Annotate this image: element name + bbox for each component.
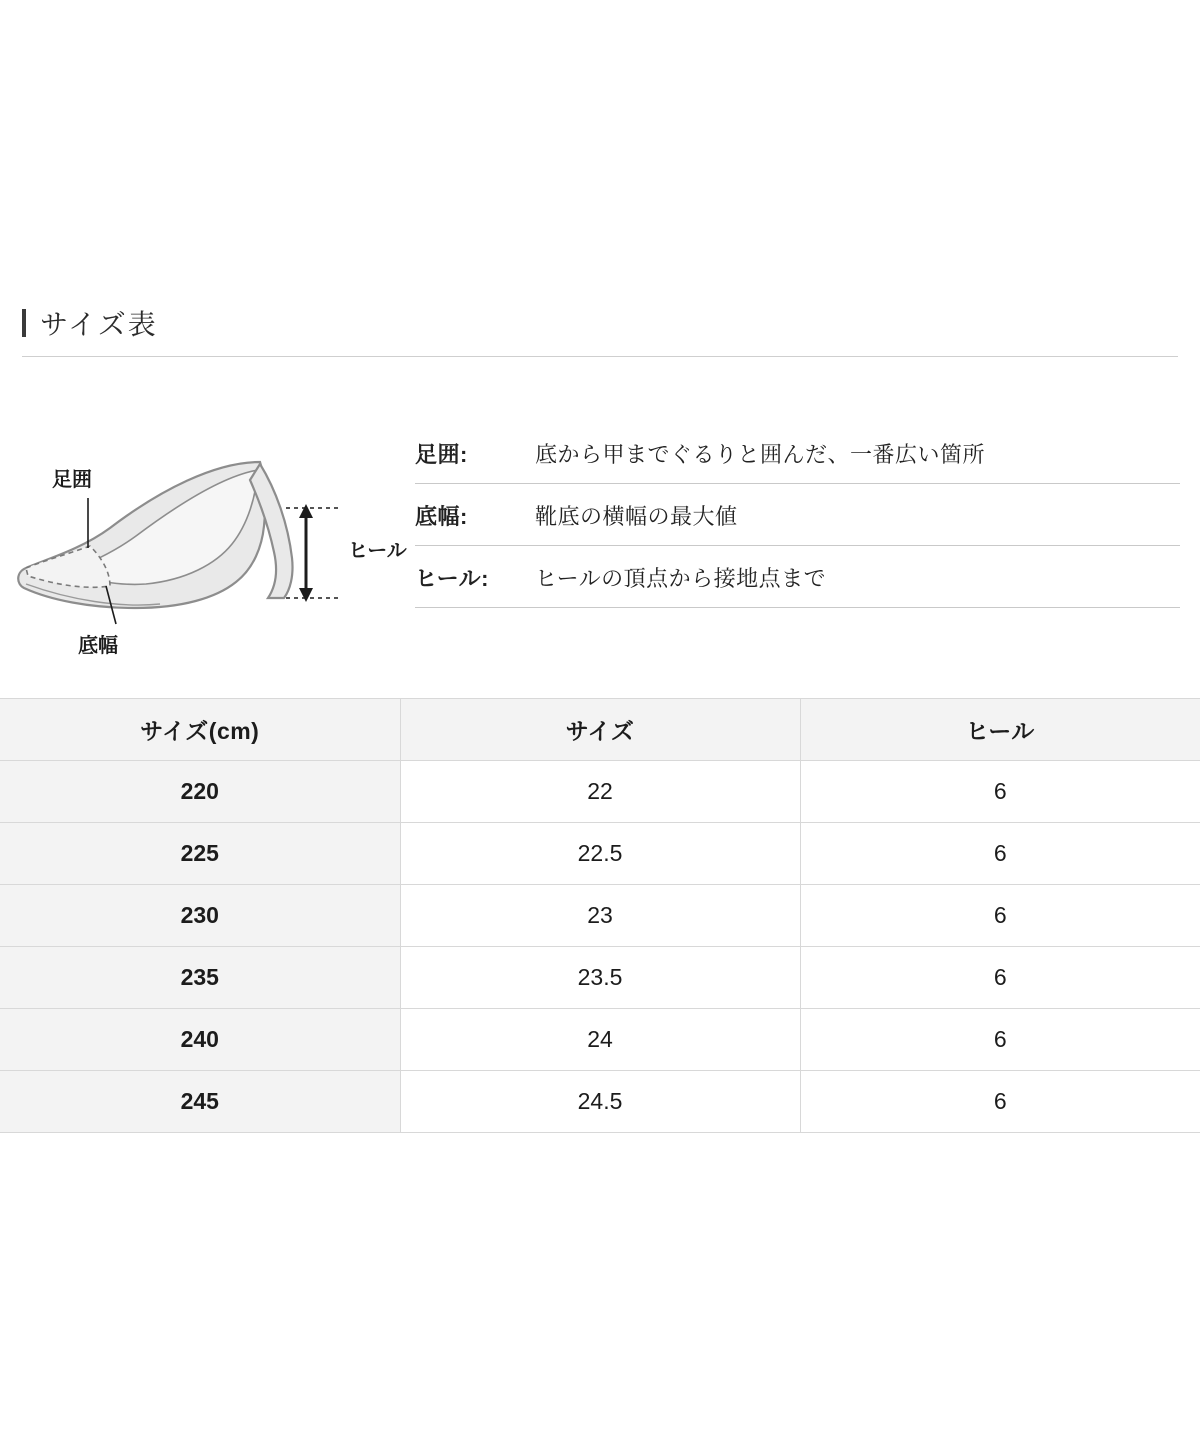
column-header-size-cm: サイズ(cm) bbox=[0, 699, 400, 761]
definition-description: 底から甲までぐるりと囲んだ、一番広い箇所 bbox=[535, 442, 986, 467]
definition-term: ヒール: bbox=[415, 566, 490, 591]
heel-measure-arrow bbox=[286, 504, 342, 602]
cell-size: 22.5 bbox=[400, 823, 800, 885]
definition-term: 足囲: bbox=[415, 442, 468, 467]
cell-heel: 6 bbox=[800, 947, 1200, 1009]
cell-heel: 6 bbox=[800, 1071, 1200, 1133]
cell-size-cm: 240 bbox=[0, 1009, 400, 1071]
section-heading-block bbox=[0, 300, 1200, 357]
sole-width-label: 底幅 bbox=[78, 635, 118, 657]
column-header-size: サイズ bbox=[400, 699, 800, 761]
table-row bbox=[0, 947, 1200, 1009]
shoe-diagram bbox=[10, 420, 410, 670]
definition-item bbox=[415, 546, 1180, 608]
table-row bbox=[0, 823, 1200, 885]
accent-bar-icon bbox=[22, 309, 26, 337]
cell-size: 23 bbox=[400, 885, 800, 947]
instep-label: 足囲 bbox=[52, 469, 92, 491]
cell-size-cm: 245 bbox=[0, 1071, 400, 1133]
definition-item bbox=[415, 484, 1180, 546]
definition-item bbox=[415, 422, 1180, 484]
cell-heel: 6 bbox=[800, 823, 1200, 885]
page-title: サイズ表 bbox=[40, 309, 158, 340]
cell-heel: 6 bbox=[800, 885, 1200, 947]
cell-size: 24.5 bbox=[400, 1071, 800, 1133]
table-row bbox=[0, 885, 1200, 947]
definition-term: 底幅: bbox=[415, 504, 468, 529]
table-row bbox=[0, 1009, 1200, 1071]
table-row bbox=[0, 1071, 1200, 1133]
cell-size: 24 bbox=[400, 1009, 800, 1071]
cell-heel: 6 bbox=[800, 761, 1200, 823]
table-row bbox=[0, 761, 1200, 823]
heading-divider bbox=[22, 356, 1178, 357]
cell-size-cm: 220 bbox=[0, 761, 400, 823]
heel-label: ヒール bbox=[348, 540, 407, 562]
cell-size-cm: 235 bbox=[0, 947, 400, 1009]
cell-size: 22 bbox=[400, 761, 800, 823]
definition-description: 靴底の横幅の最大値 bbox=[535, 504, 738, 529]
cell-size-cm: 225 bbox=[0, 823, 400, 885]
cell-size-cm: 230 bbox=[0, 885, 400, 947]
definition-list bbox=[415, 422, 1180, 608]
measurement-info-area bbox=[0, 400, 1200, 690]
column-header-heel: ヒール bbox=[800, 699, 1200, 761]
definition-description: ヒールの頂点から接地点まで bbox=[535, 566, 827, 591]
cell-size: 23.5 bbox=[400, 947, 800, 1009]
cell-heel: 6 bbox=[800, 1009, 1200, 1071]
table-header-row bbox=[0, 699, 1200, 761]
section-heading bbox=[0, 300, 1200, 346]
size-table bbox=[0, 698, 1200, 1133]
